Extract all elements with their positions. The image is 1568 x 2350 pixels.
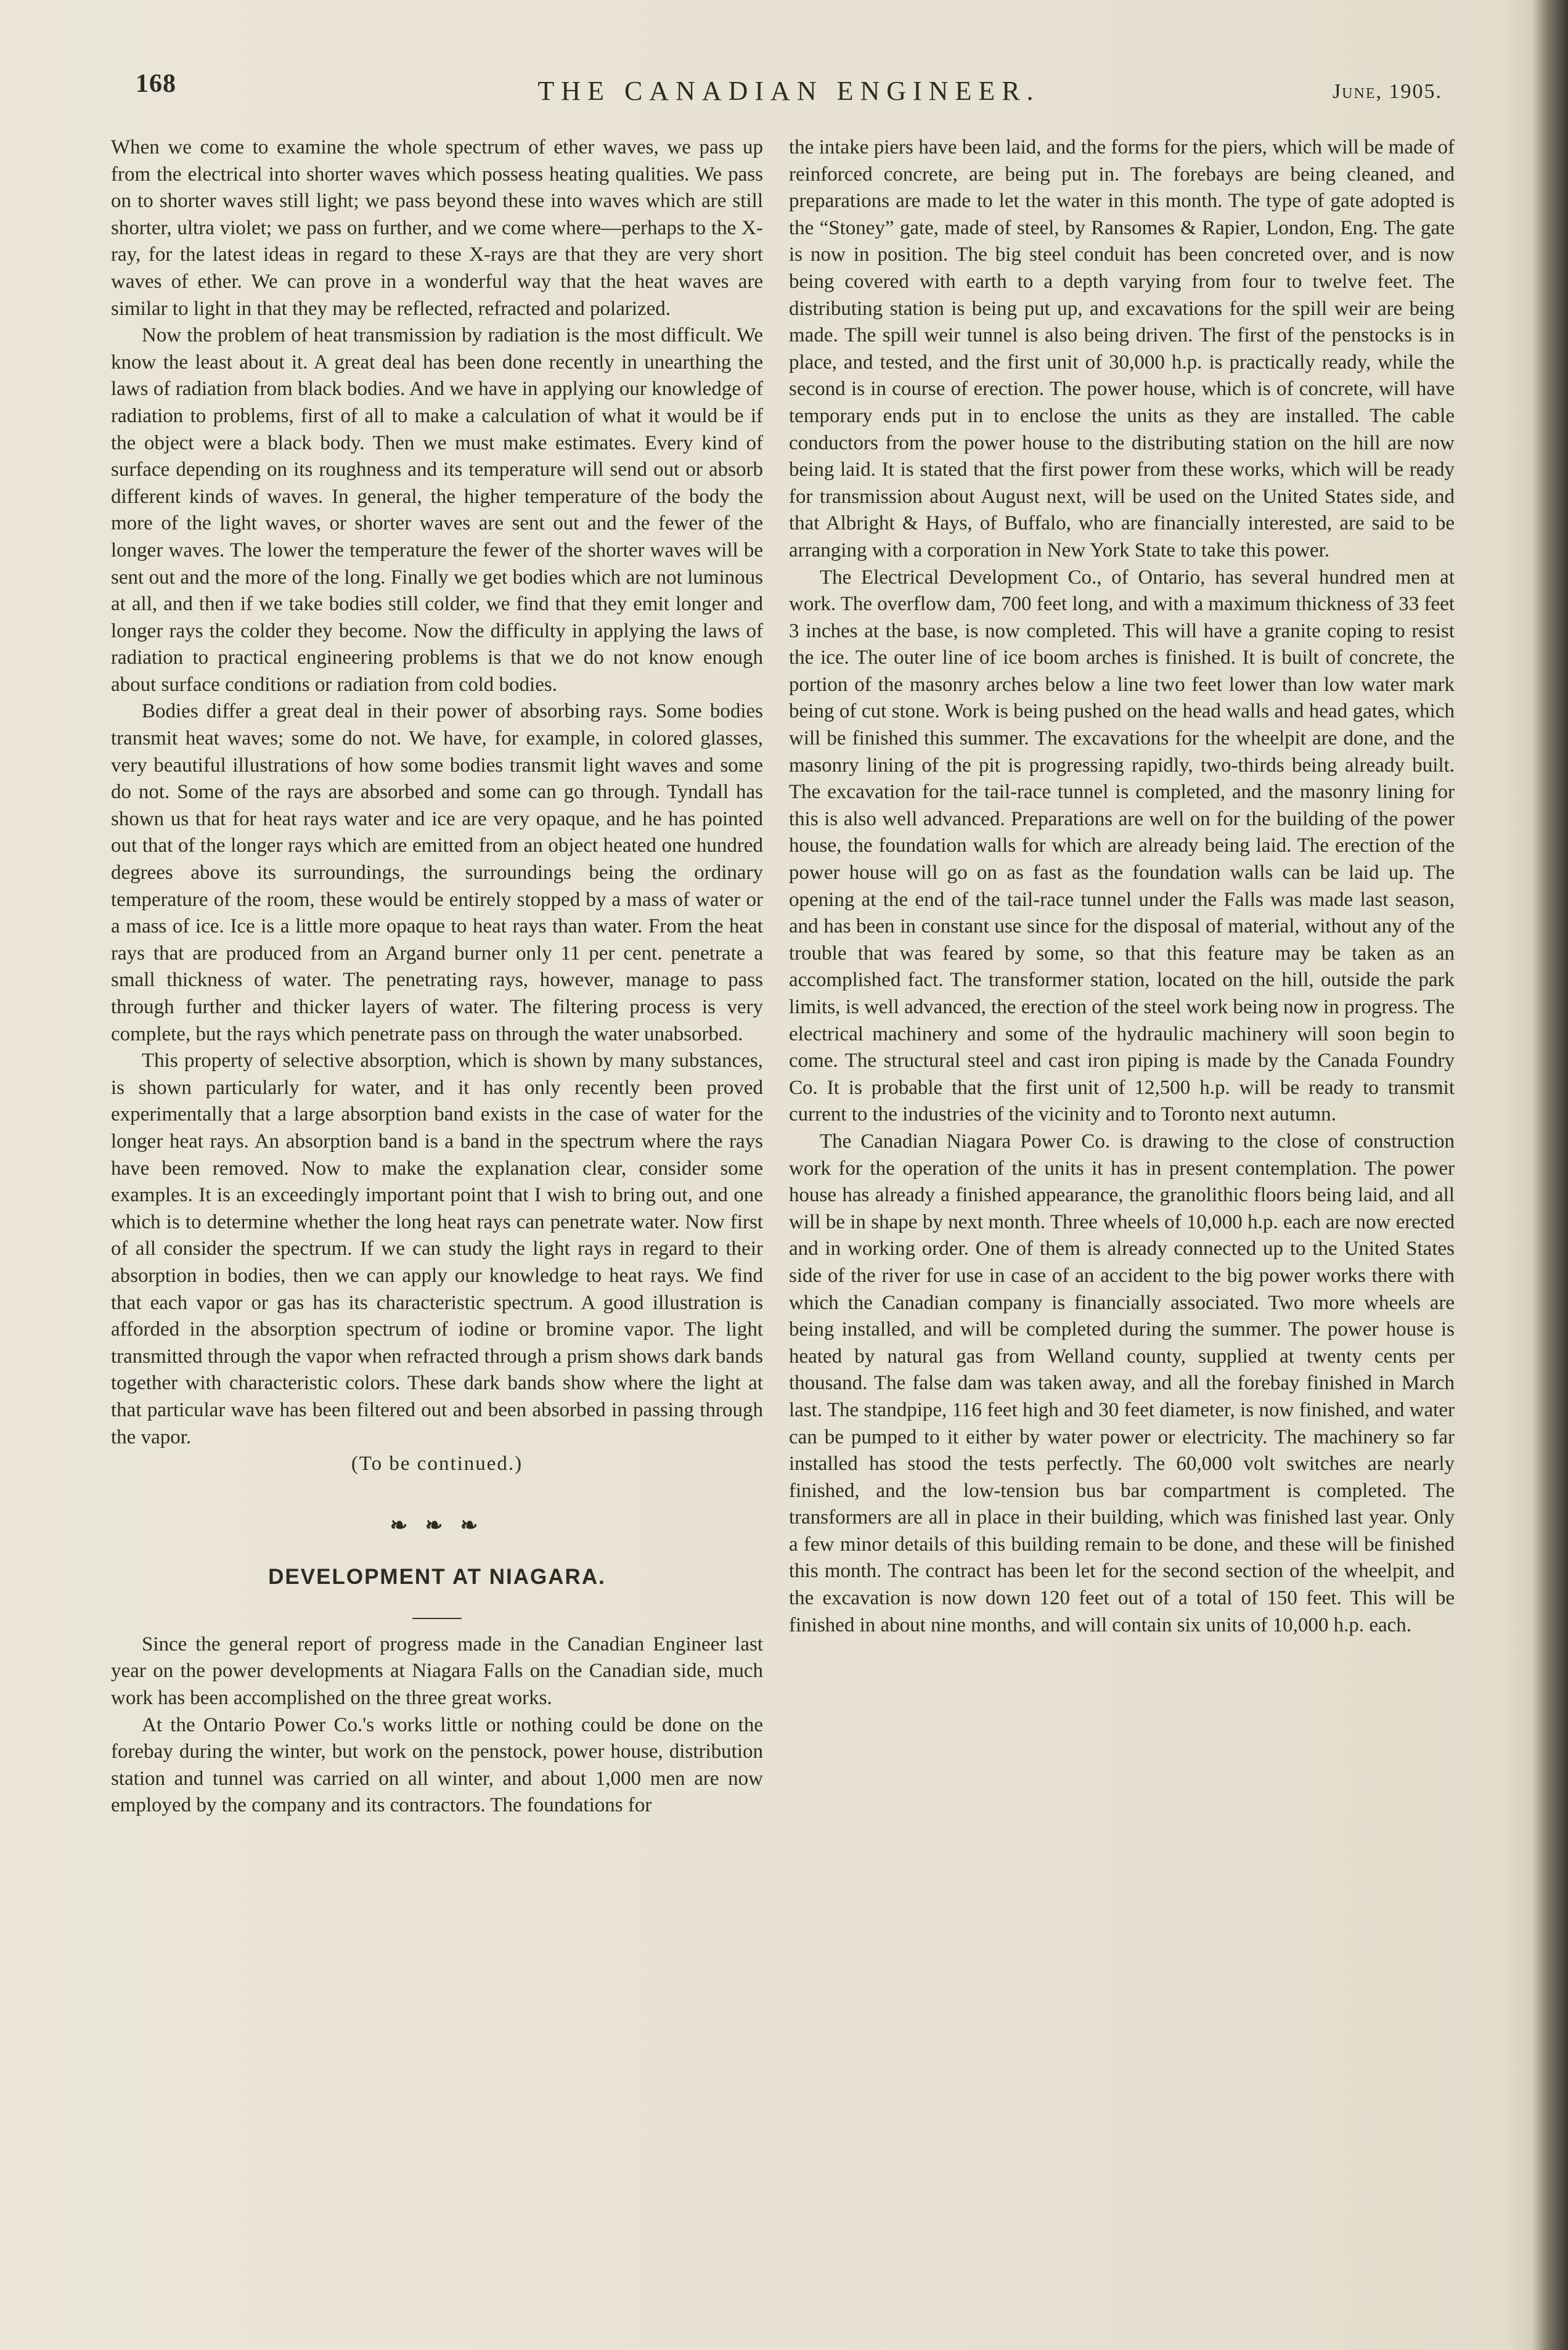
article-paragraph: This property of selective absorption, which is shown by many substances, is shown particularly for water, and it has only recently been proved experimentally that a large absorption band exists in the case of water for the longer heat rays. An absorption band is a band in the spectrum where the rays have been removed. Now to make the explanation clear, consider some examples. It is an exceedingly important point that I wish to bring out, and one which is to determine whether the long heat rays can penetrate water. Now first of all consider the spectrum. If we can study the light rays in regard to their absorption in bodies, then we can apply our knowledge to heat rays. We find that each vapor or gas has its characteristic spectrum. A good illustration is afforded in the absorption spectrum of iodine or bromine vapor. The light transmitted through the vapor when refracted through a prism shows dark bands together with characteristic colors. These dark bands show where the light at that particular wave has been filtered out and been absorbed in passing through the vapor. bbox=[111, 1050, 763, 1448]
article-paragraph: When we come to examine the whole spectrum of ether waves, we pass up from the electrical into shorter waves which possess heating qualities. We pass on to shorter waves still light; we pass beyond these into waves which are still shorter, ultra violet; we pass on further, and we come where—perhaps to the X-ray, for the latest ideas in regard to these X-rays are that they are very short waves of ether. We can prove in a wonderful way that the heat waves are similar to light in that they may be reflected, refracted and polarized. bbox=[111, 136, 763, 320]
book-spine-shadow bbox=[1532, 0, 1568, 2350]
journal-title: THE CANADIAN ENGINEER. bbox=[537, 76, 1040, 106]
article-paragraph: At the Ontario Power Co.'s works little or nothing could be done on the forebay during the winter, but work on the penstock, power house, distribution station and tunnel was carried on all winter, and about 1,000 men are now employed by the company and its contractors. The foundations for bbox=[111, 1713, 763, 1817]
article-paragraph: Now the problem of heat transmission by radiation is the most difficult. We know the least about it. A great deal has been done recently in unearthing the laws of radiation from black bodies. And we have in applying our knowledge of radiation to problems, first of all to make a calculation of what it would be if the object were a black body. Then we must make estimates. Every kind of surface depending on its roughness and its temperature will send out or absorb different kinds of waves. In general, the higher temperature of the body the more of the light waves, or shorter waves are sent out and the fewer of the longer waves. The lower the temperature the fewer of the shorter waves will be sent out and the more of the long. Finally we get bodies which are not luminous at all, and then if we take bodies still colder, we find that they emit longer and longer rays the colder they become. Now the difficulty in applying the laws of radiation to practical engineering problems is that we do not know enough about surface conditions or radiation from cold bodies. bbox=[111, 324, 763, 696]
article-paragraph: The Electrical Development Co., of Ontario, has several hundred men at work. The overflow dam, 700 feet long, and with a maximum thickness of 33 feet 3 inches at the base, is now completed. This will have a granite coping to resist the ice. The outer line of ice boom arches is finished. It is built of concrete, the portion of the masonry arches below a line two feet lower than low water mark being of cut stone. Work is being pushed on the head walls and head gates, which will be finished this summer. The excavations for the wheelpit are done, and the masonry lining of the pit is progressing rapidly, two-thirds being already built. The excavation for the tail-race tunnel is completed, and the masonry lining for this is also well advanced. Preparations are well on for the building of the power house, the foundation walls for which are already being laid. The erection of the power house will go on as fast as the foundation walls can be laid up. The opening at the end of the tail-race tunnel under the Falls was made last season, and has been in constant use since for the disposal of material, without any of the trouble that was feared by some, so that this feature may be taken as an accomplished fact. The transformer station, located on the hill, outside the park limits, is well advanced, the erection of the steel work being now in progress. The electrical machinery and some of the hydraulic machinery will soon begin to come. The structural steel and cast iron piping is made by the Canada Foundry Co. It is probable that the first unit of 12,500 h.p. will be ready to transmit current to the industries of the vicinity and to Toronto next autumn. bbox=[789, 566, 1455, 1126]
issue-date: June, 1905. bbox=[1332, 80, 1442, 103]
article-paragraph: the intake piers have been laid, and the forms for the piers, which will be made of reinforced concrete, are being put in. The forebays are being cleaned, and preparations are made to let the water in this month. The type of gate adopted is the “Stoney” gate, made of steel, by Ransomes & Rapier, London, Eng. The gate is now in position. The big steel conduit has been concreted over, and is now being covered with earth to a depth varying from four to twelve feet. The distributing station is being put up, and excavations for the spill weir are being made. The spill weir tunnel is also being driven. The first of the penstocks is in place, and tested, and the first unit of 30,000 h.p. is practically ready, while the second is in course of erection. The power house, which is of concrete, will have temporary ends put in to enclose the units as they are installed. The cable conductors from the power house to the distributing station on the hill are now being laid. It is stated that the first power from these works, which will be ready for transmission about August next, will be used on the United States side, and that Albright & Hays, of Buffalo, who are financially interested, are said to be arranging with a corporation in New York State to take this power. bbox=[789, 136, 1455, 561]
section-ornament: ❧ ❧ ❧ bbox=[390, 1514, 484, 1537]
heading-rule bbox=[412, 1618, 462, 1619]
left-column bbox=[111, 134, 763, 1819]
page-header bbox=[136, 69, 1442, 118]
section-heading: DEVELOPMENT AT NIAGARA. bbox=[268, 1565, 606, 1589]
page-number: 168 bbox=[136, 70, 176, 98]
right-column bbox=[789, 134, 1455, 1639]
article-paragraph: The Canadian Niagara Power Co. is drawing to the close of construction work for the operation of the units it has in present contemplation. The power house has already a finished appearance, the granolithic floors being laid, and all will be in shape by next month. Three wheels of 10,000 h.p. each are now erected and in working order. One of them is already connected up to the United States side of the river for use in case of an accident to the big power works there with which the Canadian company is financially associated. Two more wheels are being installed, and will be completed during the summer. The power house is heated by natural gas from Welland county, supplied at twenty cents per thousand. The false dam was taken away, and all the forebay finished in March last. The standpipe, 116 feet high and 30 feet diameter, is now finished, and water can be pumped to it either by water power or electricity. The machinery so far installed has stood the tests perfectly. The 60,000 volt switches are nearly finished, and the low-tension bus bar compartment is completed. The transformers are all in place in their building, which was finished last year. Only a few minor details of this building remain to be done, and these will be finished this month. The contract has been let for the second section of the wheelpit, and the excavation is now down 120 feet out of a total of 150 feet. This will be finished in about nine months, and will contain six units of 10,000 h.p. each. bbox=[789, 1130, 1455, 1636]
continued-note: (To be continued.) bbox=[351, 1453, 523, 1475]
article-paragraph: Bodies differ a great deal in their power of absorbing rays. Some bodies transmit heat waves; some do not. We have, for example, in colored glasses, very beautiful illustrations of how some bodies transmit light waves and some do not. Some of the rays are absorbed and some can go through. Tyndall has shown us that for heat rays water and ice are very opaque, and he has pointed out that of the longer rays which are emitted from an object heated one hundred degrees above its surroundings, the surroundings being the ordinary temperature of the room, these would be entirely stopped by a mass of water or a mass of ice. Ice is a little more opaque to heat rays than water. From the heat rays that are produced from an Argand burner only 11 per cent. penetrate a small thickness of water. The penetrating rays, however, manage to pass through further and thicker layers of water. The filtering process is very complete, but the rays which penetrate pass on through the water unabsorbed. bbox=[111, 700, 763, 1045]
article-paragraph: Since the general report of progress made in the Canadian Engineer last year on the power developments at Niagara Falls on the Canadian side, much work has been accomplished on the three great works. bbox=[111, 1633, 763, 1710]
